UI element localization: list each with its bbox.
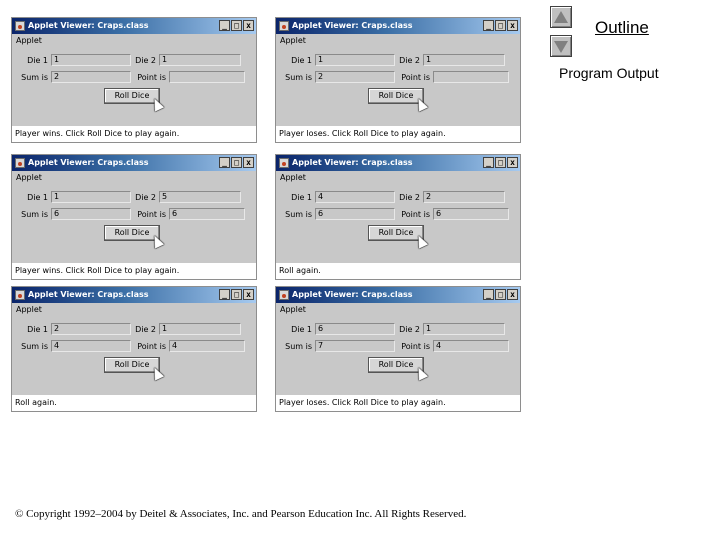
close-button[interactable]: x — [243, 289, 254, 300]
die2-field[interactable]: 5 — [159, 191, 241, 203]
point-field[interactable] — [433, 71, 509, 83]
point-field[interactable]: 4 — [433, 340, 509, 352]
outline-link[interactable]: Outline — [595, 18, 649, 37]
mouse-cursor-icon — [414, 96, 428, 111]
window-controls — [218, 20, 254, 32]
window-controls — [218, 289, 254, 301]
status-bar: Player loses. Click Roll Dice to play again. — [276, 126, 520, 142]
die2-label: Die 2 — [399, 56, 420, 65]
minimize-button[interactable]: _ — [219, 157, 230, 168]
status-bar: Roll again. — [12, 395, 256, 411]
applet-menu[interactable]: Applet — [16, 173, 42, 182]
maximize-button[interactable]: □ — [495, 157, 506, 168]
maximize-button[interactable]: □ — [231, 20, 242, 31]
mouse-cursor-icon — [414, 233, 428, 248]
die2-label: Die 2 — [135, 193, 156, 202]
close-button[interactable]: x — [507, 20, 518, 31]
sum-field[interactable]: 6 — [315, 208, 395, 220]
die1-label: Die 1 — [291, 56, 312, 65]
sum-label: Sum is — [285, 210, 312, 219]
roll-dice-button[interactable]: Roll Dice — [368, 357, 424, 373]
die2-field[interactable]: 1 — [423, 323, 505, 335]
title-bar[interactable] — [276, 155, 520, 171]
die2-label: Die 2 — [399, 193, 420, 202]
sum-field[interactable]: 6 — [51, 208, 131, 220]
applet-window — [275, 17, 521, 143]
next-slide-button[interactable] — [550, 35, 572, 57]
applet-window — [11, 286, 257, 412]
die2-label: Die 2 — [135, 56, 156, 65]
applet-menu[interactable]: Applet — [16, 36, 42, 45]
die2-field[interactable]: 1 — [423, 54, 505, 66]
roll-dice-button[interactable]: Roll Dice — [104, 88, 160, 104]
roll-dice-button[interactable]: Roll Dice — [104, 225, 160, 241]
java-cup-icon — [279, 290, 289, 300]
program-output-label: Program Output — [559, 65, 659, 81]
point-field[interactable]: 6 — [433, 208, 509, 220]
sum-field[interactable]: 4 — [51, 340, 131, 352]
maximize-button[interactable]: □ — [231, 157, 242, 168]
point-label: Point is — [401, 210, 430, 219]
applet-window — [11, 154, 257, 280]
window-controls — [482, 157, 518, 169]
copyright-notice: © Copyright 1992–2004 by Deitel & Associates, Inc. and Pearson Education Inc. All Rights Reserved. — [15, 508, 467, 520]
mouse-cursor-icon — [150, 233, 164, 248]
previous-slide-button[interactable] — [550, 6, 572, 28]
close-button[interactable]: x — [507, 157, 518, 168]
status-bar: Player wins. Click Roll Dice to play again. — [12, 263, 256, 279]
die1-field[interactable]: 6 — [315, 323, 395, 335]
window-controls — [218, 157, 254, 169]
window-title: Applet Viewer: Craps.class — [292, 290, 413, 299]
mouse-cursor-icon — [150, 365, 164, 380]
sum-label: Sum is — [21, 342, 48, 351]
maximize-button[interactable]: □ — [495, 289, 506, 300]
sum-label: Sum is — [285, 73, 312, 82]
minimize-button[interactable]: _ — [483, 20, 494, 31]
maximize-button[interactable]: □ — [231, 289, 242, 300]
status-bar: Player loses. Click Roll Dice to play again. — [276, 395, 520, 411]
title-bar[interactable] — [12, 18, 256, 34]
title-bar[interactable] — [276, 287, 520, 303]
die1-label: Die 1 — [27, 193, 48, 202]
maximize-button[interactable]: □ — [495, 20, 506, 31]
triangle-up-icon — [554, 11, 568, 23]
point-label: Point is — [137, 73, 166, 82]
die1-field[interactable]: 2 — [51, 323, 131, 335]
point-field[interactable]: 6 — [169, 208, 245, 220]
title-bar[interactable] — [12, 155, 256, 171]
status-bar: Roll again. — [276, 263, 520, 279]
java-cup-icon — [279, 158, 289, 168]
close-button[interactable]: x — [243, 20, 254, 31]
title-bar[interactable] — [276, 18, 520, 34]
applet-menu[interactable]: Applet — [280, 173, 306, 182]
close-button[interactable]: x — [243, 157, 254, 168]
java-cup-icon — [15, 21, 25, 31]
die1-label: Die 1 — [27, 325, 48, 334]
die1-field[interactable]: 1 — [51, 54, 131, 66]
mouse-cursor-icon — [150, 96, 164, 111]
die2-field[interactable]: 1 — [159, 323, 241, 335]
point-label: Point is — [137, 342, 166, 351]
sum-field[interactable]: 2 — [51, 71, 131, 83]
die2-field[interactable]: 2 — [423, 191, 505, 203]
minimize-button[interactable]: _ — [219, 289, 230, 300]
roll-dice-button[interactable]: Roll Dice — [104, 357, 160, 373]
sum-label: Sum is — [285, 342, 312, 351]
point-field[interactable] — [169, 71, 245, 83]
die2-field[interactable]: 1 — [159, 54, 241, 66]
minimize-button[interactable]: _ — [483, 157, 494, 168]
die1-label: Die 1 — [27, 56, 48, 65]
die1-label: Die 1 — [291, 325, 312, 334]
minimize-button[interactable]: _ — [483, 289, 494, 300]
window-title: Applet Viewer: Craps.class — [292, 158, 413, 167]
window-title: Applet Viewer: Craps.class — [28, 21, 149, 30]
applet-menu[interactable]: Applet — [280, 305, 306, 314]
die1-field[interactable]: 1 — [51, 191, 131, 203]
roll-dice-button[interactable]: Roll Dice — [368, 88, 424, 104]
java-cup-icon — [279, 21, 289, 31]
triangle-down-icon — [554, 41, 568, 53]
close-button[interactable]: x — [507, 289, 518, 300]
applet-menu[interactable]: Applet — [280, 36, 306, 45]
window-controls — [482, 289, 518, 301]
die2-label: Die 2 — [135, 325, 156, 334]
die1-label: Die 1 — [291, 193, 312, 202]
point-label: Point is — [401, 342, 430, 351]
sum-label: Sum is — [21, 210, 48, 219]
die1-field[interactable]: 4 — [315, 191, 395, 203]
window-title: Applet Viewer: Craps.class — [28, 290, 149, 299]
status-bar: Player wins. Click Roll Dice to play again. — [12, 126, 256, 142]
mouse-cursor-icon — [414, 365, 428, 380]
minimize-button[interactable]: _ — [219, 20, 230, 31]
java-cup-icon — [15, 158, 25, 168]
java-cup-icon — [15, 290, 25, 300]
window-title: Applet Viewer: Craps.class — [292, 21, 413, 30]
sum-label: Sum is — [21, 73, 48, 82]
window-controls — [482, 20, 518, 32]
applet-menu[interactable]: Applet — [16, 305, 42, 314]
window-title: Applet Viewer: Craps.class — [28, 158, 149, 167]
point-label: Point is — [401, 73, 430, 82]
applet-window — [11, 17, 257, 143]
die2-label: Die 2 — [399, 325, 420, 334]
applet-window — [275, 154, 521, 280]
point-field[interactable]: 4 — [169, 340, 245, 352]
title-bar[interactable] — [12, 287, 256, 303]
applet-window — [275, 286, 521, 412]
die1-field[interactable]: 1 — [315, 54, 395, 66]
roll-dice-button[interactable]: Roll Dice — [368, 225, 424, 241]
sum-field[interactable]: 7 — [315, 340, 395, 352]
sum-field[interactable]: 2 — [315, 71, 395, 83]
point-label: Point is — [137, 210, 166, 219]
